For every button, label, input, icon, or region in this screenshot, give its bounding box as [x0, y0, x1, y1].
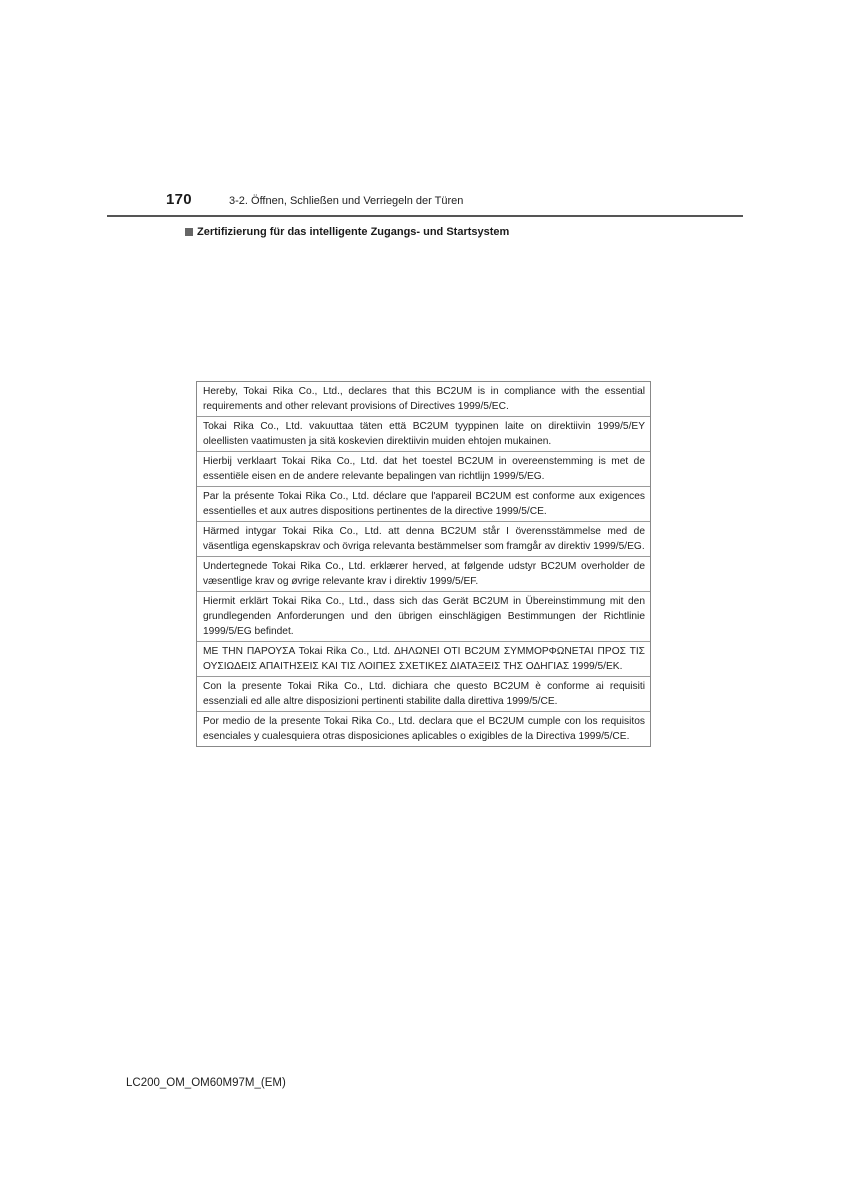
cert-row-swedish: Härmed intygar Tokai Rika Co., Ltd. att denna BC2UM står I överensstämmelse med de väsentliga egenskapskrav och övriga relevanta bestämmelser som framgår av direktiv 1999/5/EG. — [197, 522, 650, 557]
cert-row-french: Par la présente Tokai Rika Co., Ltd. déclare que l'appareil BC2UM est conforme aux exigences essentielles et aux autres dispositions pertinentes de la directive 1999/5/CE. — [197, 487, 650, 522]
cert-row-finnish: Tokai Rika Co., Ltd. vakuuttaa täten että BC2UM tyyppinen laite on direktiivin 1999/5/EY oleellisten vaatimusten ja sitä koskevien direktiivin muiden ehtojen mukainen. — [197, 417, 650, 452]
footer-document-code: LC200_OM_OM60M97M_(EM) — [126, 1077, 286, 1089]
cert-row-italian: Con la presente Tokai Rika Co., Ltd. dichiara che questo BC2UM è conforme ai requisiti essenziali ed alle altre disposizioni pertinenti stabilite dalla direttiva 1999/5/CE. — [197, 677, 650, 712]
cert-row-spanish: Por medio de la presente Tokai Rika Co., Ltd. declara que el BC2UM cumple con los requisitos esenciales y cualesquiera otras disposiciones aplicables o exigibles de la Directiva 1999/5/CE. — [203, 716, 645, 742]
certification-table — [196, 381, 651, 747]
subheading — [185, 226, 509, 238]
cert-row-danish: Undertegnede Tokai Rika Co., Ltd. erklærer herved, at følgende udstyr BC2UM overholder de væsentlige krav og øvrige relevante krav i direktiv 1999/5/EF. — [197, 557, 650, 592]
subheading-text: Zertifizierung für das intelligente Zugangs- und Startsystem — [197, 226, 510, 238]
cert-row-english: Hereby, Tokai Rika Co., Ltd., declares that this BC2UM is in compliance with the essential requirements and other relevant provisions of Directives 1999/5/EC. — [197, 382, 650, 417]
page-number: 170 — [166, 191, 192, 208]
header-rule — [107, 215, 743, 217]
square-bullet-icon — [185, 228, 193, 236]
cert-row-dutch: Hierbij verklaart Tokai Rika Co., Ltd. dat het toestel BC2UM in overeenstemming is met de essentiële eisen en de andere relevante bepalingen van richtlijn 1999/5/EG. — [197, 452, 650, 487]
cert-row-greek: ΜΕ ΤΗΝ ΠΑΡΟΥΣΑ Tokai Rika Co., Ltd. ΔΗΛΩΝΕΙ ΟΤΙ BC2UM ΣΥΜΜΟΡΦΩΝΕΤΑΙ ΠΡΟΣ ΤΙΣ ΟΥΣΙΩΔΕΙΣ ΑΠΑΙΤΗΣΕΙΣ ΚΑΙ ΤΙΣ ΛΟΙΠΕΣ ΣΧΕΤΙΚΕΣ ΔΙΑΤΑΞΕΙΣ ΤΗΣ ΟΔΗΓΙΑΣ 1999/5/ΕΚ. — [197, 642, 650, 677]
section-title: 3-2. Öffnen, Schließen und Verriegeln der Türen — [229, 195, 464, 207]
cert-row-german: Hiermit erklärt Tokai Rika Co., Ltd., dass sich das Gerät BC2UM in Übereinstimmung mit den grundlegenden Anforderungen und den übrigen einschlägigen Bestimmungen der Richtlinie 1999/5/EG befindet. — [197, 592, 650, 642]
